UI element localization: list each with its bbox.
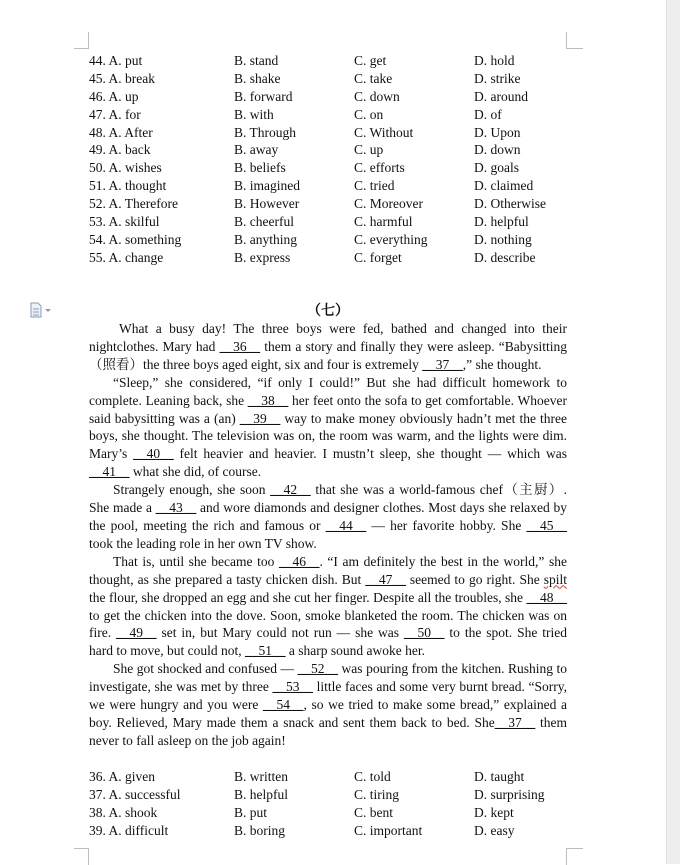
top-question-options [89, 52, 569, 267]
blank: __39__ [239, 410, 281, 426]
blank: __37__ [422, 356, 463, 372]
crop-mark-bottom-left [74, 848, 89, 865]
question-row: 37. A. successful B. helpful C. tiring D. surprising [89, 786, 545, 802]
bottom-question-options [89, 768, 569, 840]
blank: __53__ [272, 679, 313, 695]
blank: __48__ [526, 589, 567, 605]
passage-paragraph: Strangely enough, she soon __42__ that she was a world-famous chef（主厨）. She made a __43__ and wore diamonds and designer clothes. Most days she relaxed by the pool, meeting the rich and famous or __44__ — her favorite hobby. She __45__ took the leading role in her own TV show. [89, 482, 567, 551]
question-row: 53. A. skilful B. cheerful C. harmful D. helpful [89, 214, 529, 230]
question-row: 39. A. difficult B. boring C. important D. easy [89, 822, 515, 838]
blank: __45__ [526, 517, 567, 533]
crop-mark-top-left [74, 32, 89, 49]
blank: __38__ [247, 392, 289, 408]
blank: __46__ [278, 553, 320, 569]
blank: __37__ [494, 714, 536, 730]
question-row: 36. A. given B. written C. told D. taught [89, 769, 525, 784]
question-row: 54. A. something B. anything C. everything D. nothing [89, 231, 532, 247]
spellcheck-word: spilt [543, 571, 568, 587]
blank: __54__ [262, 697, 304, 713]
question-row: 50. A. wishes B. beliefs C. efforts D. goals [89, 160, 519, 176]
question-row: 51. A. thought B. imagined C. tried D. claimed [89, 178, 534, 194]
crop-mark-top-right [566, 32, 583, 49]
passage-paragraph: She got shocked and confused — __52__ was pouring from the kitchen. Rushing to investigate, she was met by three __53__ little faces and some very burnt bread. “Sorry, we were hungry and you were __54__, so we tried to make some bread,” explained a boy. Relieved, Mary made them a snack and sent them back to bed. She__37__ them never to fall asleep on the job again! [89, 661, 568, 748]
question-row: 48. A. After B. Through C. Without D. Upon [89, 124, 521, 140]
blank: __43__ [155, 500, 197, 516]
blank: __40__ [133, 446, 174, 462]
section-title: （七） [307, 304, 349, 319]
blank: __52__ [297, 661, 339, 677]
question-row: 44. A. put B. stand C. get D. hold [89, 53, 515, 68]
question-row: 45. A. break B. shake C. take D. strike [89, 70, 521, 86]
question-row: 46. A. up B. forward C. down D. around [89, 88, 528, 104]
passage-paragraph: What a busy day! The three boys were fed, bathed and changed into their nightclothes. Mary had __36__ them a story and finally they were asleep. “Babysitting（照看）the three boys aged eight, six and four is extremely __37__,” she thought. [89, 321, 567, 372]
blank: __49__ [116, 625, 157, 641]
blank: __44__ [325, 517, 367, 533]
crop-mark-bottom-right [566, 848, 583, 865]
question-row: 47. A. for B. with C. on D. of [89, 106, 502, 122]
paragraph-options-icon[interactable] [30, 302, 46, 318]
blank: __41__ [89, 464, 130, 480]
blank: __36__ [219, 338, 261, 354]
question-row: 38. A. shook B. put C. bent D. kept [89, 804, 514, 820]
blank: __50__ [403, 625, 445, 641]
question-row: 52. A. Therefore B. However C. Moreover D. Otherwise [89, 196, 546, 212]
passage-paragraph: That is, until she became too __46__. “I am definitely the best in the world,” she thought, as she prepared a tasty chicken dish. But __47__ seemed to go right. She spilt the flour, she dropped an egg and she cut her finger. Despite all the troubles, she __48__ to get the chicken into the dove. Soon, smoke blanketed the room. The chicken was on fire. __49__ set in, but Mary could not run — she was __50__ to the spot. She tried hard to move, but could not, __51__ a sharp sound awoke her. [89, 553, 568, 659]
blank: __47__ [365, 571, 406, 587]
cloze-passage [89, 320, 567, 750]
blank: __42__ [270, 482, 311, 498]
vertical-scrollbar[interactable] [666, 0, 680, 864]
blank: __51__ [244, 643, 286, 659]
passage-paragraph: “Sleep,” she considered, “if only I could!” But she had difficult homework to complete. Leaning back, she __38__ her feet onto the sofa to get comfortable. Whoever said babysitting was a (an) __39__ way to make money obviously hadn’t met the three boys, she thought. The television was on, the room was warm, and the lights were dim. Mary’s __40__ felt heavier and heavier. I mustn’t sleep, she thought — which was __41__ what she did, of course. [89, 374, 568, 480]
question-row: 49. A. back B. away C. up D. down [89, 142, 521, 158]
question-row: 55. A. change B. express C. forget D. describe [89, 249, 536, 265]
